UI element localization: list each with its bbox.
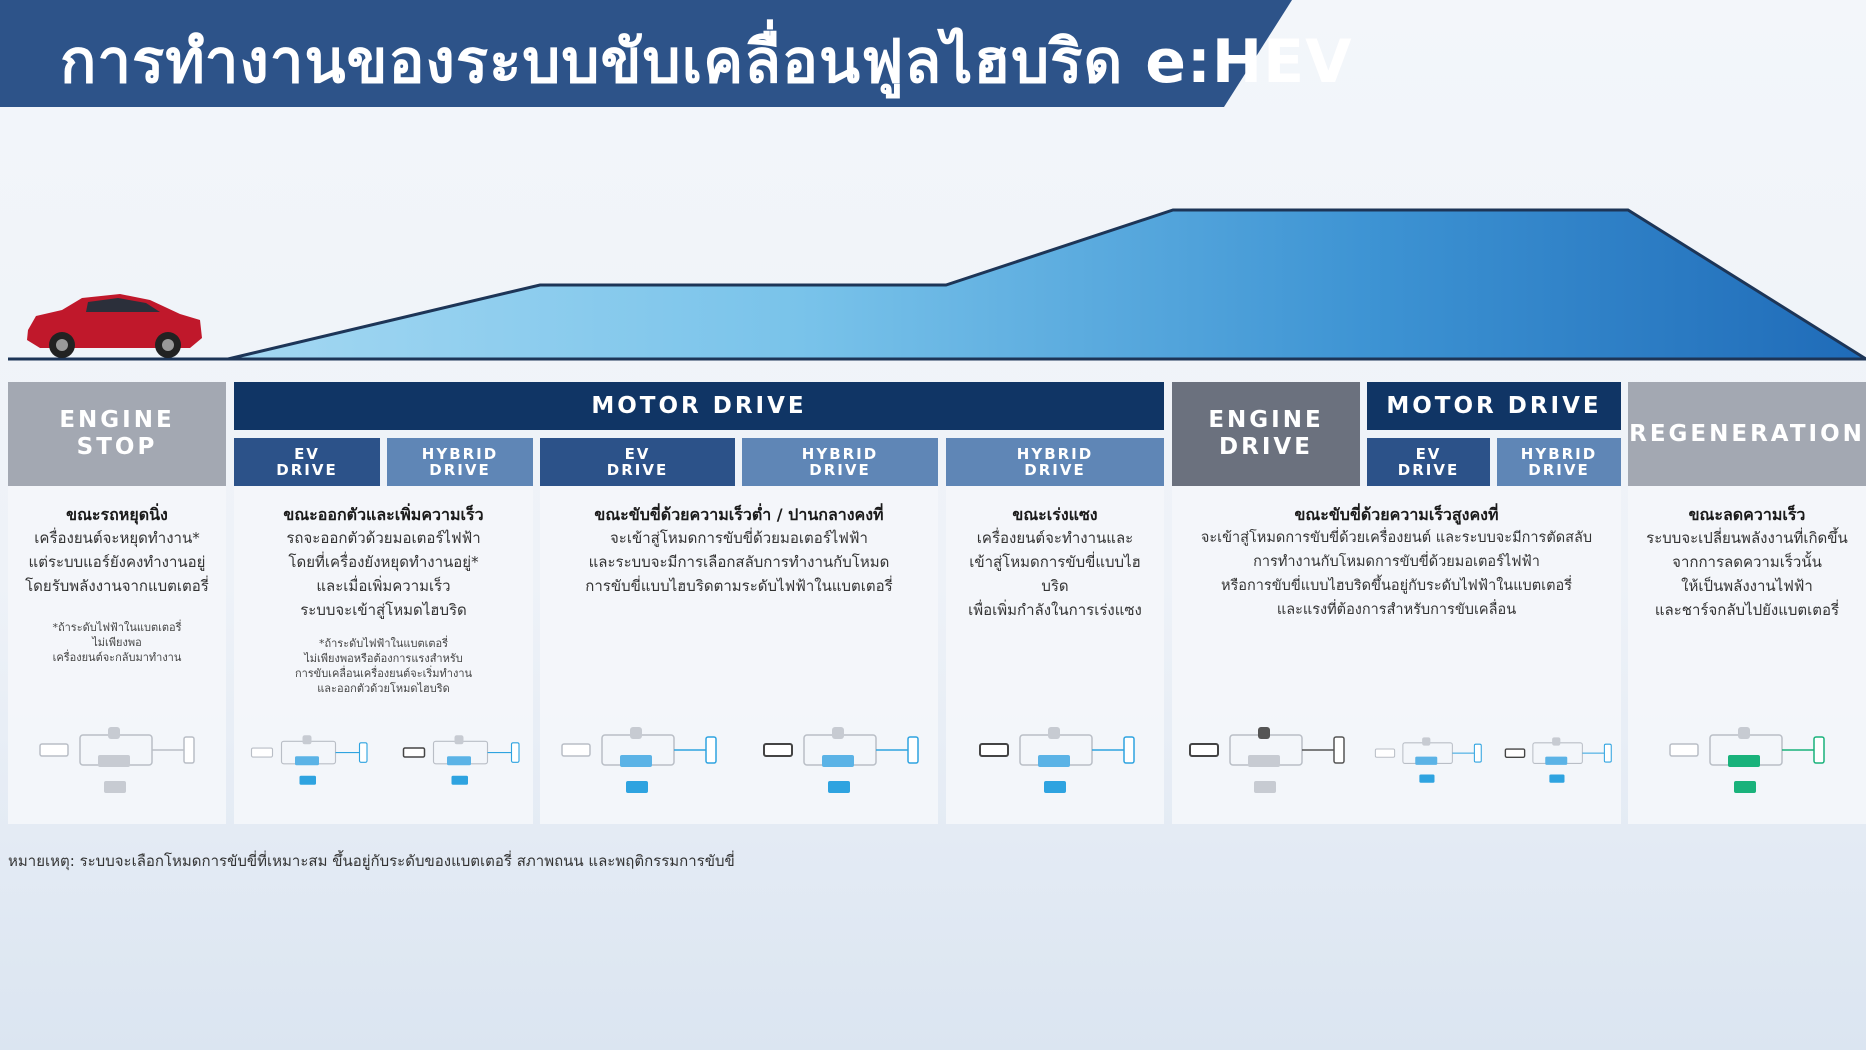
panel-title: ขณะลดความเร็ว [1688,505,1806,524]
panel-body: รถจะออกตัวด้วยมอเตอร์ไฟฟ้า โดยที่เครื่องยังหยุดทำงานอยู่* และเมื่อเพิ่มความเร็ว ระบบจะเข้าสู่โหมดไฮบริด [286,529,481,619]
speed-profile-area [228,210,1866,359]
panel-body: จะเข้าสู่โหมดการขับขี่ด้วยมอเตอร์ไฟฟ้า และระบบจะมีการเลือกสลับการทำงานกับโหมด การขับขี่แบบไฮบริดตามระดับไฟฟ้าในแบตเตอรี่ [585,529,893,595]
panel-note: *ถ้าระดับไฟฟ้าในแบตเตอรี่ ไม่เพียงพอ เครื่องยนต์จะกลับมาทำงาน [52,621,182,664]
category-regeneration [1628,382,1866,486]
panel-title: ขณะออกตัวและเพิ่มความเร็ว [283,505,484,524]
category-motor-drive-label: MOTOR DRIVE [591,393,807,419]
powertrain-diagram-hybrid-drive-4 [1504,725,1614,795]
subtab-ev-drive-2: EV DRIVE [540,438,735,486]
powertrain-diagram-hybrid-drive-3 [978,725,1138,795]
subtab-hybrid-drive-1: HYBRID DRIVE [387,438,533,486]
subtab-ev-drive-3: EV DRIVE [1367,438,1490,486]
panel-title: ขณะเร่งแซง [1012,505,1098,524]
category-motor-drive-2-label: MOTOR DRIVE [1386,393,1602,419]
powertrain-diagram-engine-stop [38,725,198,795]
panel-title: ขณะรถหยุดนิ่ง [66,505,168,524]
category-motor-drive [234,382,1164,430]
category-engine-stop-label: ENGINE STOP [59,407,175,460]
panel-body: ระบบจะเปลี่ยนพลังงานที่เกิดขึ้น จากการลดความเร็วนั้น ให้เป็นพลังงานไฟฟ้า และชาร์จกลับไปยังแบตเตอรี่ [1646,529,1848,619]
footnote: หมายเหตุ: ระบบจะเลือกโหมดการขับขี่ที่เหมาะสม ขึ้นอยู่กับระดับของแบตเตอรี่ สภาพถนน และพฤติกรรมการขับขี่ [8,852,735,870]
powertrain-diagram-hybrid-drive-2 [762,725,922,795]
panel-body: เครื่องยนต์จะทำงานและ เข้าสู่โหมดการขับขี่แบบไฮบริด เพื่อเพิ่มกำลังในการเร่งแซง [968,529,1142,619]
powertrain-diagram-hybrid-drive-1 [402,725,522,795]
powertrain-diagram-engine-drive [1188,725,1348,795]
subtab-hybrid-drive-2: HYBRID DRIVE [742,438,938,486]
subtab-ev-drive-1: EV DRIVE [234,438,380,486]
powertrain-diagram-ev-drive-2 [560,725,720,795]
category-engine-drive [1172,382,1360,486]
panel-body: จะเข้าสู่โหมดการขับขี่ด้วยเครื่องยนต์ และระบบจะมีการตัดสลับ การทำงานกับโหมดการขับขี่ด้วยมอเตอร์ไฟฟ้า หรือการขับขี่แบบไฮบริดขึ้นอยู่กับระดับไฟฟ้าในแบตเตอรี่ และแรงที่ต้องการสำหรับการขับเคลื่อน [1200,530,1593,618]
car-icon [27,294,202,358]
category-engine-drive-label: ENGINE DRIVE [1208,407,1324,460]
powertrain-diagram-ev-drive-1 [250,725,370,795]
panel-body: เครื่องยนต์จะหยุดทำงาน* แต่ระบบแอร์ยังคงทำงานอยู่ โดยรับพลังงานจากแบตเตอรี่ [25,529,209,595]
subtab-hybrid-drive-3: HYBRID DRIVE [946,438,1164,486]
powertrain-diagram-regeneration [1668,725,1828,795]
panel-note: *ถ้าระดับไฟฟ้าในแบตเตอรี่ ไม่เพียงพอหรือต้องการแรงสำหรับ การขับเคลื่อนเครื่องยนต์จะเริ่มทำงาน และออกตัวด้วยโหมดไฮบริด [294,637,473,695]
driving-speed-profile [0,190,1866,370]
page-title: การทำงานของระบบขับเคลื่อนฟูลไฮบริด e:HEV [60,27,1353,97]
powertrain-diagram-ev-drive-3 [1374,725,1484,795]
category-regeneration-label: REGENERATION [1629,421,1865,447]
category-engine-stop [8,382,226,486]
panel-title: ขณะขับขี่ด้วยความเร็วต่ำ / ปานกลางคงที่ [594,505,884,524]
panel-title: ขณะขับขี่ด้วยความเร็วสูงคงที่ [1294,505,1499,524]
subtab-hybrid-drive-4: HYBRID DRIVE [1497,438,1621,486]
category-motor-drive-2 [1367,382,1621,430]
